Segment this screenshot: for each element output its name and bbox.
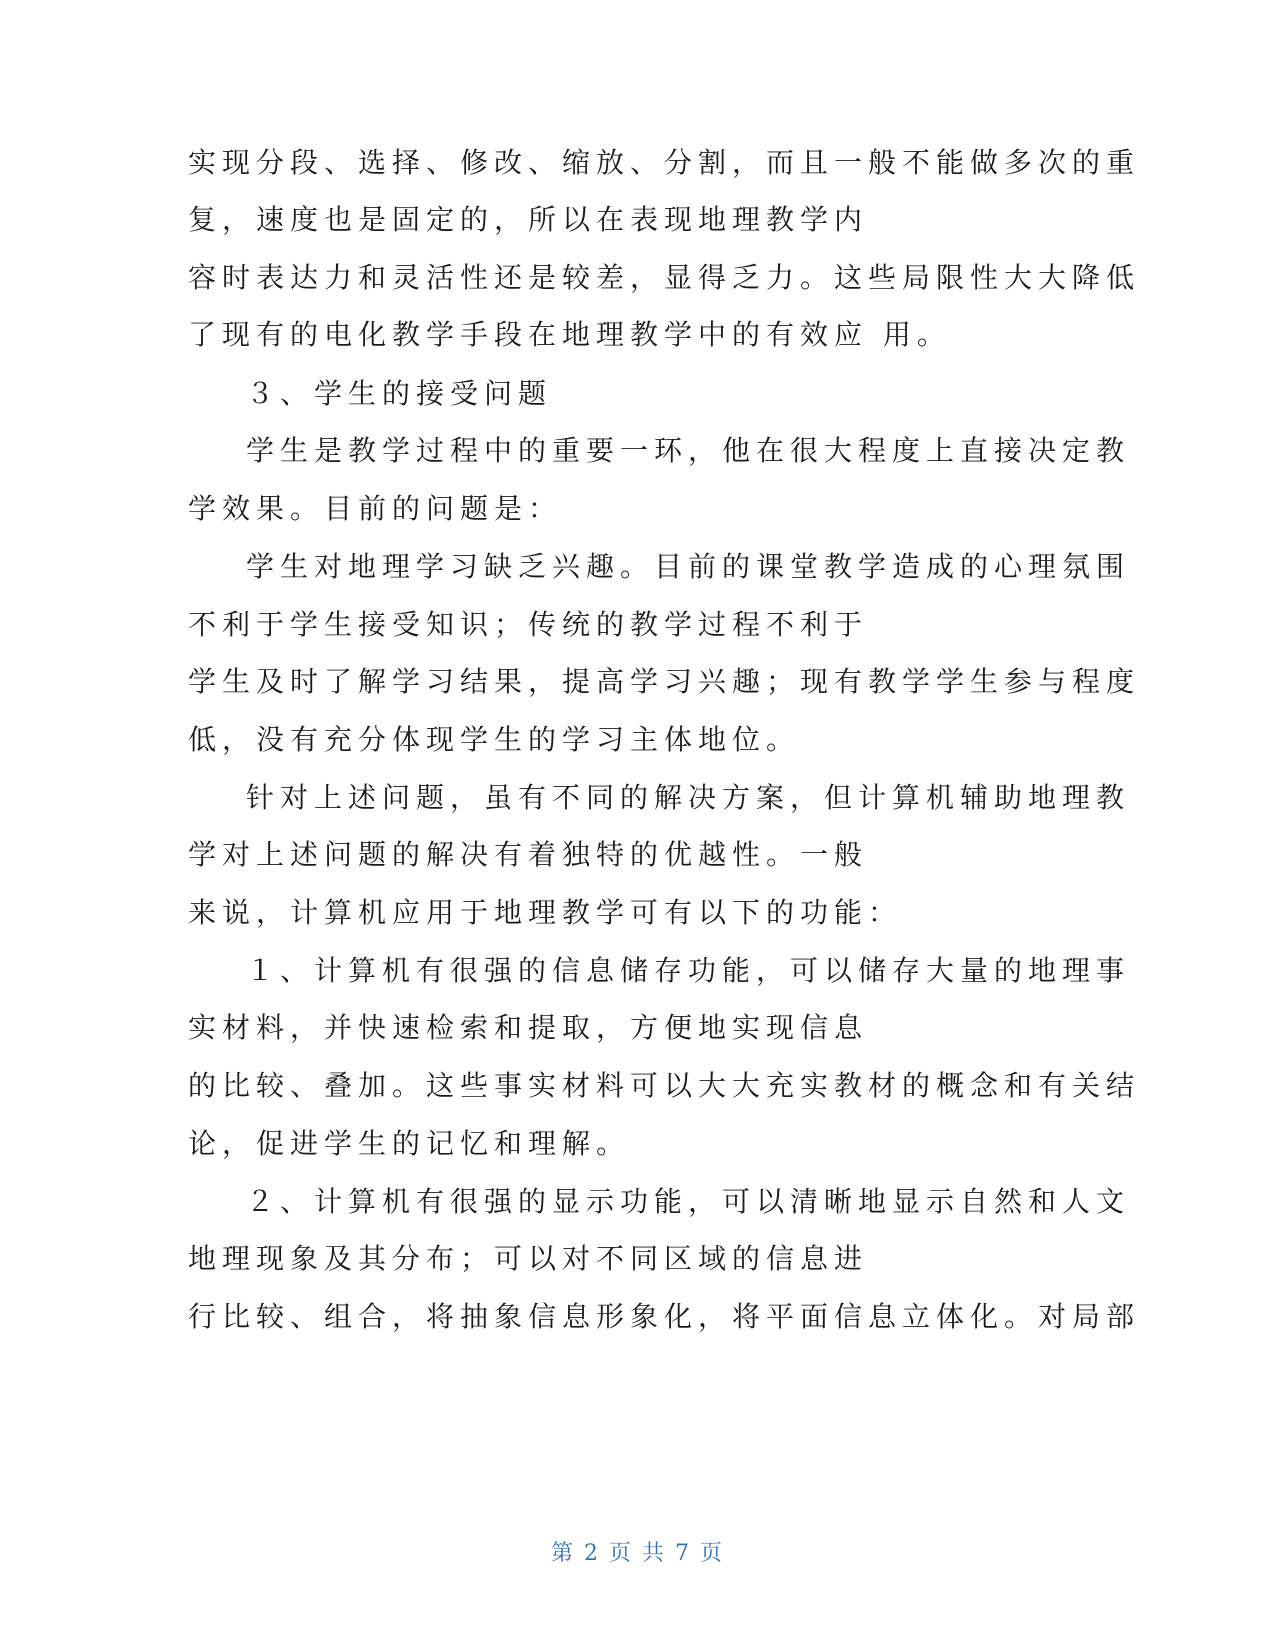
text-line: 的比较、叠加。这些事实材料可以大大充实教材的概念和有关结: [188, 1069, 1141, 1102]
text-line: 实材料，并快速检索和提取，方便地实现信息: [188, 1011, 869, 1044]
text-line: 地理现象及其分布；可以对不同区域的信息进: [188, 1242, 869, 1275]
text-line: 针对上述问题，虽有不同的解决方案，但计算机辅助地理教: [246, 781, 1131, 814]
text-line: 复，速度也是固定的，所以在表现地理教学内: [188, 203, 869, 236]
text-line: 学生及时了解学习结果，提高学习兴趣；现有教学学生参与程度: [188, 665, 1141, 698]
text-line: 论，促进学生的记忆和理解。: [188, 1127, 631, 1160]
text-line: 了现有的电化教学手段在地理教学中的有效应 用。: [188, 318, 951, 351]
text-line: 不利于学生接受知识；传统的教学过程不利于: [188, 608, 869, 641]
text-line: ２、计算机有很强的显示功能，可以清晰地显示自然和人文: [246, 1185, 1131, 1218]
section-heading: ３、学生的接受问题: [246, 377, 553, 410]
text-line: １、计算机有很强的信息储存功能，可以储存大量的地理事: [246, 954, 1131, 987]
text-line: 学效果。目前的问题是：: [188, 492, 563, 525]
text-line: 学对上述问题的解决有着独特的优越性。一般: [188, 838, 869, 871]
text-line: 学生是教学过程中的重要一环，他在很大程度上直接决定教: [246, 434, 1131, 467]
text-line: 容时表达力和灵活性还是较差，显得乏力。这些局限性大大降低: [188, 261, 1141, 294]
text-line: 来说，计算机应用于地理教学可有以下的功能：: [188, 896, 903, 929]
text-line: 学生对地理学习缺乏兴趣。目前的课堂教学造成的心理氛围: [246, 550, 1131, 583]
text-line: 低，没有充分体现学生的学习主体地位。: [188, 723, 801, 756]
text-line: 行比较、组合，将抽象信息形象化，将平面信息立体化。对局部: [188, 1300, 1141, 1333]
page-number: 第 2 页 共 7 页: [551, 1541, 724, 1566]
text-line: 实现分段、选择、修改、缩放、分割，而且一般不能做多次的重: [188, 146, 1141, 179]
